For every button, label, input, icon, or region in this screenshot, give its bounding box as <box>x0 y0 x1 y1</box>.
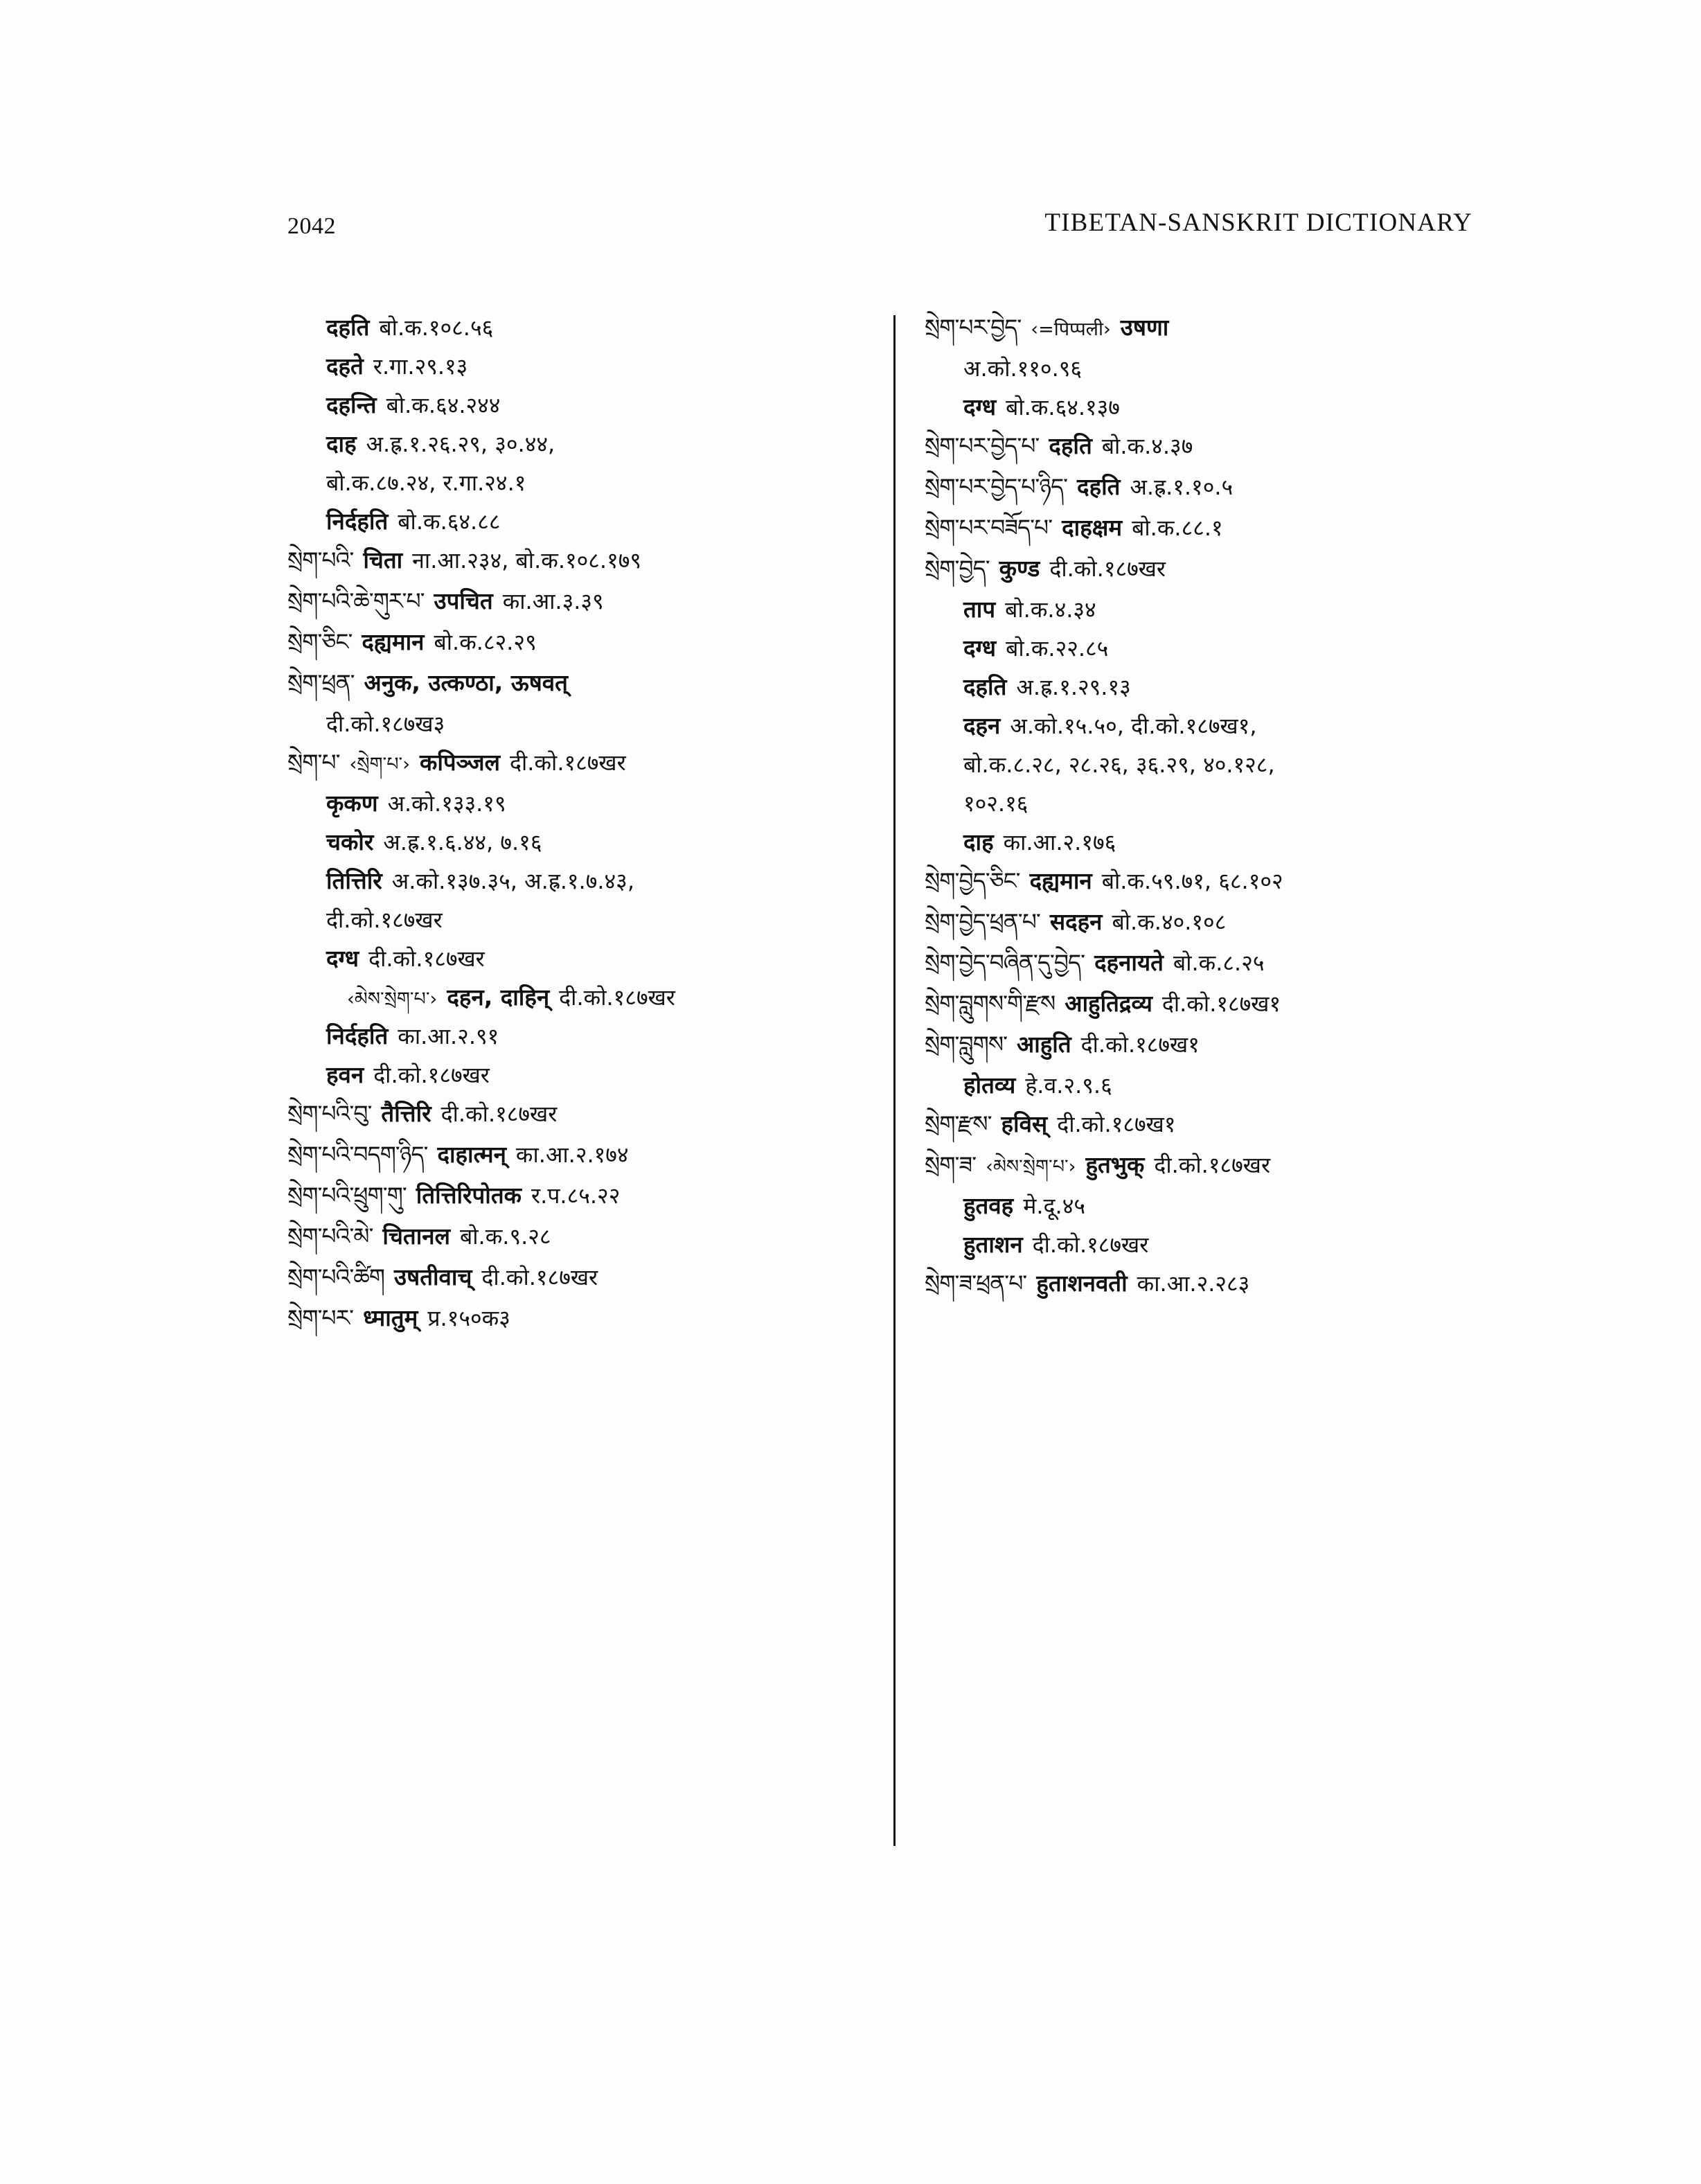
source-reference: दी.को.१८७खर <box>481 1264 598 1290</box>
source-reference: १०२.१६ <box>963 790 1028 817</box>
entry-continuation <box>287 1024 835 1048</box>
tibetan-headword: སྲེག་པའི་ཆེ་གུར་པ་ <box>287 587 425 614</box>
tibetan-headword: སྲེག་པར་ <box>287 1304 354 1331</box>
dictionary-entry <box>287 750 835 774</box>
source-reference: मे.दू.४५ <box>1023 1193 1085 1219</box>
tibetan-headword: སྲེག་པར་བྱེད་ <box>925 314 1022 341</box>
dictionary-entry <box>287 1224 835 1248</box>
source-reference: का.आ.३.३९ <box>502 588 604 614</box>
tibetan-headword: སྲེག་རྫས་ <box>925 1110 992 1137</box>
source-reference: बो.क.८.२५ <box>1173 950 1265 976</box>
dictionary-entry <box>287 1265 835 1289</box>
sanskrit-equivalent: सदहन <box>1049 908 1103 935</box>
source-reference: का.आ.२.१७४ <box>515 1142 629 1168</box>
source-reference: ना.आ.२३४, बो.क.१०८.१७९ <box>412 547 642 574</box>
sanskrit-equivalent: हुताशन <box>963 1231 1023 1258</box>
source-reference: दी.को.१८७खर <box>368 945 485 972</box>
bracketed-gloss: ‹སྲེག་པ་› <box>349 754 411 775</box>
dictionary-entry <box>925 950 1472 975</box>
page-number: 2042 <box>287 213 336 239</box>
dictionary-entry <box>925 1271 1472 1295</box>
entry-continuation <box>287 711 835 736</box>
entry-continuation <box>925 1193 1472 1218</box>
entry-continuation <box>287 791 835 815</box>
bracketed-gloss: ‹=पिप्पली› <box>1031 319 1111 340</box>
source-reference: बो.क.६४.२४४ <box>386 392 501 418</box>
source-reference: बो.क.५९.७१, ६८.१०२ <box>1101 868 1283 894</box>
running-head <box>0 208 1701 249</box>
tibetan-headword: སྲེག་པའི་ཚིག <box>287 1263 385 1290</box>
sanskrit-equivalent: दहते <box>326 353 364 380</box>
dictionary-entry <box>925 991 1472 1015</box>
sanskrit-equivalent: हुताशनवती <box>1036 1270 1128 1297</box>
sanskrit-equivalent: दाहात्मन् <box>437 1141 506 1168</box>
dictionary-entry <box>925 315 1472 339</box>
dictionary-entry <box>287 1101 835 1126</box>
left-column <box>287 315 835 1347</box>
tibetan-headword: སྲེག་པའི་བདག་ཉིད་ <box>287 1141 428 1168</box>
source-reference: बो.क.८२.२९ <box>434 629 537 655</box>
tibetan-headword: སྲེག་བླུགས་གི་རྫས <box>925 990 1056 1017</box>
sanskrit-equivalent: हवन <box>326 1061 364 1088</box>
sanskrit-equivalent: चकोर <box>326 828 374 855</box>
sanskrit-equivalent: दहन, दाहिन् <box>447 984 550 1011</box>
source-reference: दी.को.१८७ख३ <box>326 711 445 737</box>
source-reference: दी.को.१८७ख१ <box>1057 1111 1176 1137</box>
entry-continuation <box>925 1232 1472 1257</box>
source-reference: दी.को.१८७खर <box>1032 1232 1149 1258</box>
dictionary-entry <box>287 671 835 695</box>
source-reference: दी.को.१८७खर <box>559 984 675 1011</box>
source-reference: का.आ.२.१७६ <box>1003 829 1116 855</box>
sanskrit-equivalent: दहति <box>326 314 370 341</box>
tibetan-headword: སྲེག་པའི་ཕྲུག་གུ་ <box>287 1182 407 1209</box>
entry-continuation <box>287 985 835 1009</box>
dictionary-entry <box>287 548 835 572</box>
entry-continuation <box>925 713 1472 738</box>
tibetan-headword: སྲེག་བྱེད་ <box>925 555 990 582</box>
source-reference: अ.को.१३३.१९ <box>387 790 506 817</box>
source-reference: बो.क.२२.८५ <box>1006 635 1109 662</box>
tibetan-headword: སྲེག་བྱེད་བཞིན་དུ་བྱེད་ <box>925 949 1085 976</box>
source-reference: बो.क.१०८.५६ <box>379 314 494 341</box>
source-reference: बो.क.४०.१०८ <box>1112 909 1227 935</box>
dictionary-entry <box>287 1142 835 1166</box>
sanskrit-equivalent: होतव्य <box>963 1072 1016 1099</box>
entry-continuation <box>925 395 1472 419</box>
tibetan-headword: སྲེག་ཕྲན་ <box>287 669 355 696</box>
sanskrit-equivalent: तित्तिरिपोतक <box>416 1182 522 1209</box>
entry-continuation <box>287 830 835 854</box>
dictionary-entry <box>925 515 1472 540</box>
entry-continuation <box>925 791 1472 815</box>
sanskrit-equivalent: दहन्ति <box>326 391 377 418</box>
source-reference: अ.ह्र.१.६.४४, ७.१६ <box>383 829 542 855</box>
tibetan-headword: སྲེག་པའི་ <box>287 547 354 574</box>
source-reference: बो.क.४.३७ <box>1101 433 1193 459</box>
dictionary-entry <box>287 630 835 654</box>
sanskrit-equivalent: दाहक्षम <box>1062 514 1123 541</box>
sanskrit-equivalent: कपिञ्जल <box>420 749 501 776</box>
entry-continuation <box>925 675 1472 699</box>
sanskrit-equivalent: अनुक, उत्कण्ठा, ऊषवत् <box>364 669 568 696</box>
entry-continuation <box>925 356 1472 380</box>
entry-continuation <box>287 432 835 456</box>
bracketed-gloss: ‹མེས་སྲེག་པ་› <box>986 1156 1076 1178</box>
sanskrit-equivalent: दग्ध <box>326 945 359 972</box>
sanskrit-equivalent: उपचित <box>434 587 493 614</box>
sanskrit-equivalent: दाह <box>963 828 994 855</box>
two-column-body <box>287 315 1472 1978</box>
sanskrit-equivalent: तित्तिरि <box>326 867 382 894</box>
sanskrit-equivalent: दहति <box>1077 473 1121 500</box>
tibetan-headword: སྲེག་བྱེད་ཕྲན་པ་ <box>925 908 1040 935</box>
source-reference: दी.को.१८७खर <box>1049 556 1166 582</box>
source-reference: दी.को.१८७ख१ <box>1080 1031 1200 1058</box>
source-reference: दी.को.१८७खर <box>326 907 443 933</box>
source-reference: बो.क.६४.८८ <box>398 508 501 535</box>
sanskrit-equivalent: तैत्तिरि <box>381 1100 431 1127</box>
sanskrit-equivalent: दाह <box>326 430 357 457</box>
entry-continuation <box>925 636 1472 660</box>
sanskrit-equivalent: ताप <box>963 596 996 623</box>
source-reference: बो.क.६४.१३७ <box>1006 394 1120 420</box>
column-divider-rule <box>893 315 896 1846</box>
entry-continuation <box>287 470 835 495</box>
source-reference: अ.को.१३७.३५, अ.ह्र.१.७.४३, <box>391 868 634 894</box>
sanskrit-equivalent: उषतीवाच् <box>394 1263 472 1290</box>
source-reference: दी.को.१८७ख१ <box>1161 991 1281 1017</box>
dictionary-entry <box>287 589 835 613</box>
bracketed-gloss: ‹མེས་སྲེག་པ་› <box>347 988 438 1010</box>
dictionary-entry <box>287 1306 835 1330</box>
right-column <box>925 315 1472 1312</box>
tibetan-headword: སྲེག་པར་བཟོད་པ་ <box>925 514 1053 541</box>
entry-continuation <box>287 315 835 339</box>
dictionary-entry <box>925 434 1472 458</box>
source-reference: दी.को.१८७खर <box>1154 1152 1271 1178</box>
sanskrit-equivalent: कुण्ड <box>999 555 1040 582</box>
sanskrit-equivalent: दह्यमान <box>362 628 425 655</box>
tibetan-headword: སྲེག་ཟ་ <box>925 1151 977 1178</box>
source-reference: दी.को.१८७खर <box>510 749 626 776</box>
sanskrit-equivalent: दहति <box>1049 432 1092 459</box>
source-reference: अ.ह्र.१.२६.२९, ३०.४४, <box>366 431 555 457</box>
tibetan-headword: སྲེག་ཟ་ཕྲན་པ་ <box>925 1270 1027 1297</box>
tibetan-headword: སྲེག་པར་བྱེད་པ་ <box>925 432 1040 459</box>
sanskrit-equivalent: आहुति <box>1017 1031 1071 1058</box>
dictionary-entry <box>925 1032 1472 1056</box>
source-reference: बो.क.८.२८, २८.२६, ३६.२९, ४०.१२८, <box>963 752 1275 778</box>
entry-continuation <box>287 354 835 378</box>
sanskrit-equivalent: चिता <box>363 547 403 574</box>
dictionary-entry <box>925 1153 1472 1177</box>
entry-continuation <box>925 597 1472 621</box>
tibetan-headword: སྲེག་པའི་བུ་ <box>287 1100 372 1127</box>
sanskrit-equivalent: हुतभुक् <box>1085 1151 1145 1178</box>
entry-continuation <box>287 393 835 417</box>
sanskrit-equivalent: दहनायते <box>1094 949 1164 976</box>
sanskrit-equivalent: निर्दहति <box>326 508 389 535</box>
dictionary-entry <box>925 556 1472 580</box>
source-reference: का.आ.२.९१ <box>398 1023 499 1049</box>
source-reference: प्र.१५०क३ <box>427 1305 510 1331</box>
dictionary-entry <box>925 474 1472 499</box>
sanskrit-equivalent: उषणा <box>1120 314 1169 341</box>
tibetan-headword: སྲེག་ཅིང་ <box>287 628 353 655</box>
source-reference: हे.व.२.९.६ <box>1025 1072 1112 1099</box>
sanskrit-equivalent: आहुतिद्रव्य <box>1065 990 1152 1017</box>
source-reference: अ.ह्र.१.२९.१३ <box>1016 674 1131 700</box>
sanskrit-equivalent: दग्ध <box>963 634 997 662</box>
source-reference: दी.को.१८७खर <box>373 1062 490 1088</box>
source-reference: बो.क.९.२८ <box>459 1223 551 1250</box>
sanskrit-equivalent: निर्दहति <box>326 1022 389 1049</box>
dictionary-entry <box>925 869 1472 893</box>
source-reference: अ.को.११०.९६ <box>963 355 1083 382</box>
sanskrit-equivalent: दहन <box>963 712 1001 739</box>
dictionary-title: TIBETAN-SANSKRIT DICTIONARY <box>1044 208 1472 237</box>
tibetan-headword: སྲེག་པ་ <box>287 749 340 776</box>
entry-continuation <box>287 869 835 893</box>
sanskrit-equivalent: हविस् <box>1001 1110 1048 1137</box>
entry-continuation <box>287 946 835 970</box>
entry-continuation <box>287 1063 835 1087</box>
sanskrit-equivalent: दह्यमान <box>1029 867 1092 894</box>
entry-continuation <box>925 830 1472 854</box>
source-reference: र.गा.२९.१३ <box>373 353 468 380</box>
source-reference: र.प.८५.२२ <box>531 1182 621 1209</box>
tibetan-headword: སྲེག་པར་བྱེད་པ་ཉིད་ <box>925 473 1068 500</box>
tibetan-headword: སྲེག་བྱེད་ཅིང་ <box>925 867 1020 894</box>
sanskrit-equivalent: दहति <box>963 673 1007 700</box>
sanskrit-equivalent: दग्ध <box>963 393 997 420</box>
source-reference: बो.क.८८.१ <box>1132 515 1223 541</box>
entry-continuation <box>925 1073 1472 1097</box>
dictionary-entry <box>925 1112 1472 1136</box>
source-reference: बो.क.८७.२४, र.गा.२४.१ <box>326 470 526 496</box>
source-reference: बो.क.४.३४ <box>1005 596 1096 623</box>
source-reference: दी.को.१८७खर <box>440 1101 558 1127</box>
source-reference: का.आ.२.२८३ <box>1137 1270 1250 1297</box>
sanskrit-equivalent: हुतवह <box>963 1192 1014 1219</box>
entry-continuation <box>287 907 835 932</box>
entry-continuation <box>925 752 1472 776</box>
source-reference: अ.ह्र.१.१०.५ <box>1130 474 1234 500</box>
source-reference: अ.को.१५.५०, दी.को.१८७ख१, <box>1010 713 1257 739</box>
entry-continuation <box>287 509 835 533</box>
dictionary-entry <box>925 909 1472 934</box>
dictionary-entry <box>287 1183 835 1207</box>
sanskrit-equivalent: ध्मातुम् <box>363 1304 418 1331</box>
tibetan-headword: སྲེག་བླུགས་ <box>925 1031 1008 1058</box>
sanskrit-equivalent: चितानल <box>382 1223 450 1250</box>
tibetan-headword: སྲེག་པའི་མེ་ <box>287 1223 373 1250</box>
sanskrit-equivalent: कृकण <box>326 790 378 817</box>
